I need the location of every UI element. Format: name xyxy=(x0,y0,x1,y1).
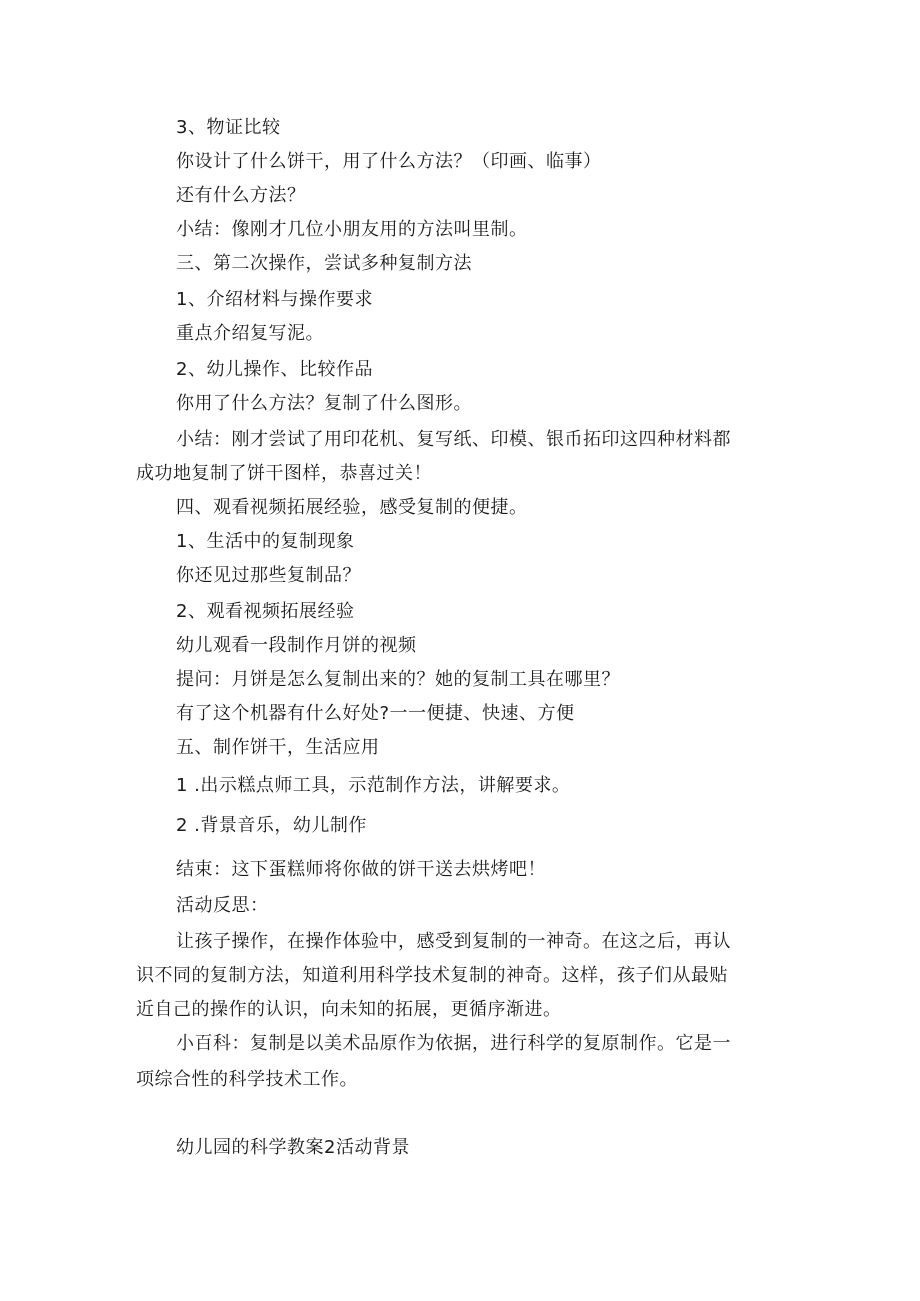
text-line-17: 提问：月饼是怎么复制出来的？她的复制工具在哪里？ xyxy=(176,669,620,690)
text-line-23: 活动反思： xyxy=(176,895,269,916)
text-line-25: 识不同的复制方法，知道利用科学技术复制的神奇。这样，孩子们从最贴 xyxy=(136,965,728,986)
text-line-15: 2、观看视频拓展经验 xyxy=(176,601,355,622)
text-line-14: 你还见过那些复制品？ xyxy=(176,565,361,586)
text-line-26: 近自己的操作的认识，向未知的拓展，更循序渐进。 xyxy=(136,999,562,1020)
text-line-22: 结束：这下蛋糕师将你做的饼干送去烘烤吧！ xyxy=(176,859,546,880)
text-line-10: 小结：刚才尝试了用印花机、复写纸、印模、银币拓印这四种材料都 xyxy=(176,429,731,450)
text-line-8: 2、幼儿操作、比较作品 xyxy=(176,359,373,380)
text-line-12: 四、观看视频拓展经验，感受复制的便捷。 xyxy=(176,497,528,518)
text-line-3: 还有什么方法？ xyxy=(176,185,306,206)
text-line-16: 幼儿观看一段制作月饼的视频 xyxy=(176,635,417,656)
text-line-27: 小百科：复制是以美术品原作为依据，进行科学的复原制作。它是一 xyxy=(176,1033,731,1054)
text-line-13: 1、生活中的复制现象 xyxy=(176,531,355,552)
text-line-20: 1 .出示糕点师工具，示范制作方法，讲解要求。 xyxy=(176,775,571,796)
text-line-28: 项综合性的科学技术工作。 xyxy=(136,1069,358,1090)
section-heading: 幼儿园的科学教案2活动背景 xyxy=(176,1137,410,1158)
text-line-19: 五、制作饼干，生活应用 xyxy=(176,737,380,758)
text-line-21: 2 .背景音乐，幼儿制作 xyxy=(176,815,367,836)
text-line-24: 让孩子操作，在操作体验中，感受到复制的一神奇。在这之后，再认 xyxy=(176,931,731,952)
text-line-7: 重点介绍复写泥。 xyxy=(176,323,324,344)
text-line-5: 三、第二次操作，尝试多种复制方法 xyxy=(176,253,472,274)
text-line-6: 1、介绍材料与操作要求 xyxy=(176,289,373,310)
text-line-11: 成功地复制了饼干图样，恭喜过关！ xyxy=(136,463,432,484)
text-line-4: 小结：像刚才几位小朋友用的方法叫里制。 xyxy=(176,219,528,240)
text-line-18: 有了这个机器有什么好处?一一便捷、快速、方便 xyxy=(176,703,575,724)
text-line-1: 3、物证比较 xyxy=(176,117,281,138)
text-line-2: 你设计了什么饼干，用了什么方法？（印画、临事） xyxy=(176,151,602,172)
text-line-9: 你用了什么方法？复制了什么图形。 xyxy=(176,393,472,414)
